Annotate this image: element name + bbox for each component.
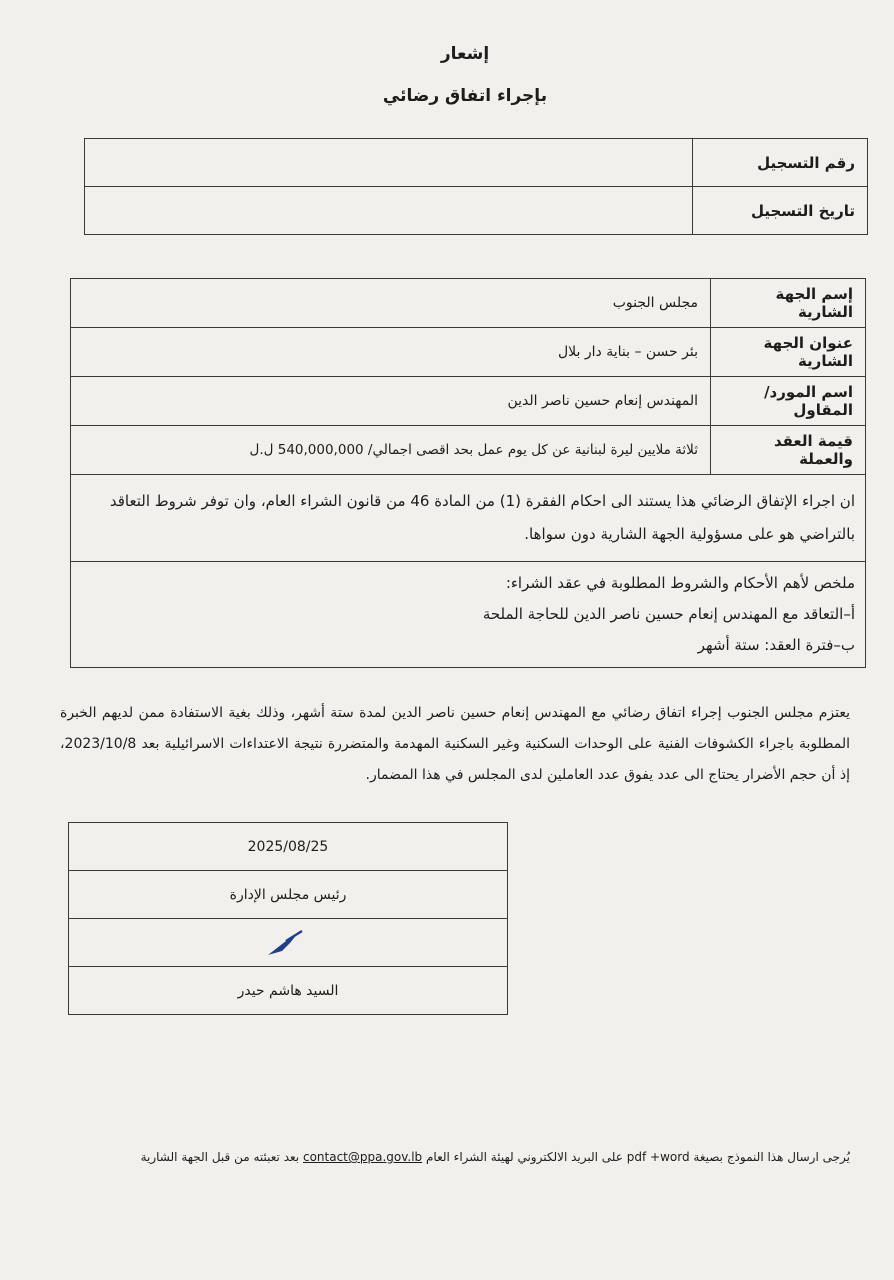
registration-number-label: رقم التسجيل — [693, 139, 868, 187]
buyer-address-value: بئر حسن – بناية دار بلال — [71, 328, 711, 377]
summary-title: ملخص لأهم الأحكام والشروط المطلوبة في عقد الشراء: — [505, 574, 855, 592]
summary-item-a: أ–التعاقد مع المهندس إنعام حسين ناصر الدين للحاجة الملحة — [482, 605, 855, 623]
summary-item-b: ب–فترة العقد: ستة أشهر — [697, 636, 855, 654]
buyer-name-row — [71, 279, 866, 328]
registration-date-row — [85, 187, 868, 235]
page-subtitle: بإجراء اتفاق رضائي — [382, 86, 548, 106]
supplier-value: المهندس إنعام حسين ناصر الدين — [71, 377, 711, 426]
summary-row — [71, 562, 866, 668]
legal-basis-row — [71, 475, 866, 562]
buyer-name-label: إسم الجهة الشارية — [711, 279, 866, 328]
details-table — [70, 278, 866, 668]
contract-value-value: ثلاثة ملايين ليرة لبنانية عن كل يوم عمل بحد اقصى اجمالي/ 540,000,000 ل.ل — [71, 426, 711, 475]
buyer-address-label: عنوان الجهة الشارية — [711, 328, 866, 377]
registration-number-row — [85, 139, 868, 187]
supplier-label: اسم المورد/المقاول — [711, 377, 866, 426]
buyer-address-row — [71, 328, 866, 377]
footer-suffix: بعد تعبئته من قبل الجهة الشارية — [140, 1150, 300, 1164]
contact-email-link[interactable]: contact@ppa.gov.lb — [302, 1150, 423, 1164]
intent-paragraph: يعتزم مجلس الجنوب إجراء اتفاق رضائي مع المهندس إنعام حسين ناصر الدين لمدة ستة أشهر، وذلك بغية الاستفادة ممن لديهم الخبرة المطلوبة باجراء الكشوفات الفنية على الوحدات السكنية وغير السكنية المهدمة والمتضررة نتيجة الاعتداءات الاسرائيلية بعد 2023/10/8، إذ أن حجم الأضرار يحتاج الى عدد يفوق عدد العاملين لدى المجلس في هذا المضمار. — [60, 705, 850, 783]
contract-value-row — [71, 426, 866, 475]
registration-date-value — [85, 187, 693, 235]
signature-table — [68, 822, 508, 1015]
signature-mark — [69, 919, 508, 967]
signatory-name: السيد هاشم حيدر — [69, 967, 508, 1015]
registration-date-label: تاريخ التسجيل — [693, 187, 868, 235]
legal-basis-paragraph: ان اجراء الإتفاق الرضائي هذا يستند الى احكام الفقرة (1) من المادة 46 من قانون الشراء العام، وان توفر شروط التعاقد بالتراضي هو على مسؤولية الجهة الشارية دون سواها. — [71, 475, 866, 562]
registration-number-value — [85, 139, 693, 187]
summary-cell — [71, 562, 866, 668]
buyer-name-value: مجلس الجنوب — [71, 279, 711, 328]
footer-note — [60, 1150, 850, 1164]
supplier-row — [71, 377, 866, 426]
signature-date: 2025/08/25 — [69, 823, 508, 871]
signatory-role: رئيس مجلس الإدارة — [69, 871, 508, 919]
handwritten-signature-icon — [258, 923, 318, 963]
page-title: إشعار — [440, 44, 490, 64]
registration-table — [84, 138, 868, 235]
footer-prefix: يُرجى ارسال هذا النموذج بصيغة pdf +word على البريد الالكتروني لهيئة الشراء العام — [426, 1150, 850, 1164]
contract-value-label: قيمة العقد والعملة — [711, 426, 866, 475]
